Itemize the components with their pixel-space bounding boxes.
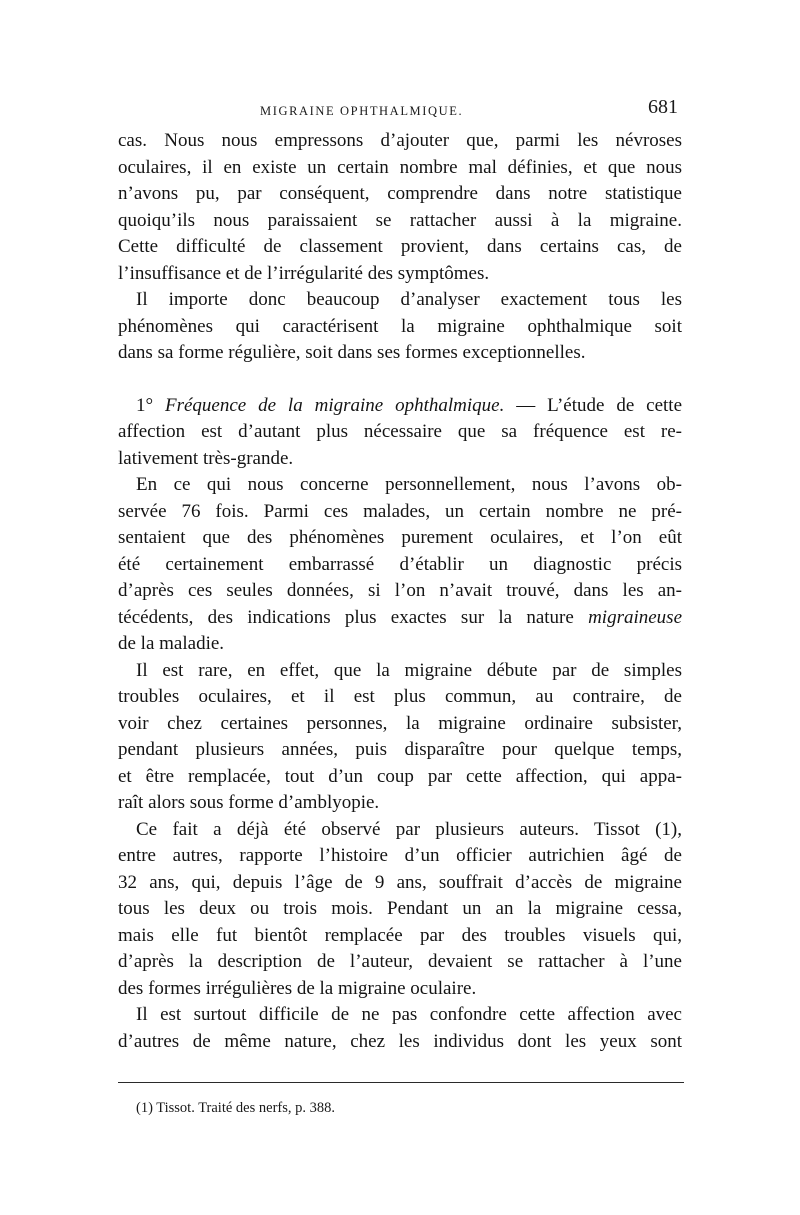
text-line: dans sa forme régulière, soit dans ses formes exceptionnelles. [118,342,586,363]
paragraph [118,658,682,817]
section-heading: Fréquence de la migraine ophthalmique. [165,394,505,416]
text-line [118,605,682,632]
text-line: 32 ans, qui, depuis l’âge de 9 ans, souffrait d’accès de migraine [118,871,682,893]
text-line: voir chez certaines personnes, la migraine ordinaire subsister, [118,712,682,734]
text-line: En ce qui nous concerne personnellement, nous l’avons ob- [136,474,682,495]
text-line: Il est surtout difficile de ne pas confondre cette affection avec [136,1004,682,1025]
text-line: Il est rare, en effet, que la migraine débute par de simples [136,659,682,681]
paragraph [118,817,682,1003]
section-number: 1° [136,394,154,416]
text-line-segment: técédents, des indications plus exactes sur la nature [118,606,574,628]
body-text [118,128,682,1055]
running-header [118,96,684,124]
text-line: d’après la description de l’auteur, devaient se rattacher à l’une [118,951,682,972]
text-line: phénomènes qui caractérisent la migraine ophthalmique soit [118,315,682,337]
text-line: entre autres, rapporte l’histoire d’un officier autrichien âgé de [118,845,682,866]
text-line: d’après ces seules données, si l’on n’avait trouvé, dans les an- [118,580,682,601]
section-paragraph [118,393,682,473]
text-line: tous les deux ou trois mois. Pendant un an la migraine cessa, [118,898,682,919]
text-line: cas. Nous nous empressons d’ajouter que, parmi les névroses [118,130,682,151]
text-line: de la maladie. [118,633,225,654]
page-number: 681 [648,96,678,118]
text-line: Ce fait a déjà été observé par plusieurs auteurs. Tissot (1), [136,818,682,840]
section-heading-dash-text: — L’étude de cette [516,394,682,416]
paragraph [118,472,682,658]
text-line: Il importe donc beaucoup d’analyser exactement tous les [136,289,682,310]
text-line: et être remplacée, tout d’un coup par cette affection, qui appa- [118,765,682,787]
text-line: troubles oculaires, et il est plus commun, au contraire, de [118,686,682,707]
text-line: n’avons pu, par conséquent, comprendre dans notre statistique [118,183,682,204]
text-line: servée 76 fois. Parmi ces malades, un certain nombre ne pré- [118,500,682,522]
text-line: mais elle fut bientôt remplacée par des troubles visuels qui, [118,924,682,946]
text-line: Cette difficulté de classement provient, dans certains cas, de [118,236,682,257]
text-line: lativement très-grande. [118,447,294,469]
footnote: (1) Tissot. Traité des nerfs, p. 388. [136,1100,335,1116]
footnote-divider [118,1082,684,1083]
section-heading-line [118,393,682,420]
text-line: quoiqu’ils nous paraissaient se rattacher aussi à la migraine. [118,209,682,231]
paragraph-continuation [118,128,682,287]
text-line: d’autres de même nature, chez les individus dont les yeux sont [118,1030,682,1052]
text-line: raît alors sous forme d’amblyopie. [118,792,380,813]
section-spacer [118,367,682,393]
paragraph [118,1002,682,1055]
text-line: affection est d’autant plus nécessaire que sa fréquence est re- [118,421,682,442]
text-line: l’insuffisance et de l’irrégularité des symptômes. [118,262,490,284]
text-line: des formes irrégulières de la migraine oculaire. [118,977,477,999]
text-line: été certainement embarrassé d’établir un diagnostic précis [118,553,682,575]
running-title: MIGRAINE OPHTHALMIQUE. [260,104,464,118]
text-line: pendant plusieurs années, puis disparaître pour quelque temps, [118,739,682,760]
italic-word: migraineuse [588,606,682,628]
text-line: oculaires, il en existe un certain nombre mal définies, et que nous [118,156,682,178]
paragraph [118,287,682,367]
text-line: sentaient que des phénomènes purement oculaires, et l’on eût [118,527,682,548]
